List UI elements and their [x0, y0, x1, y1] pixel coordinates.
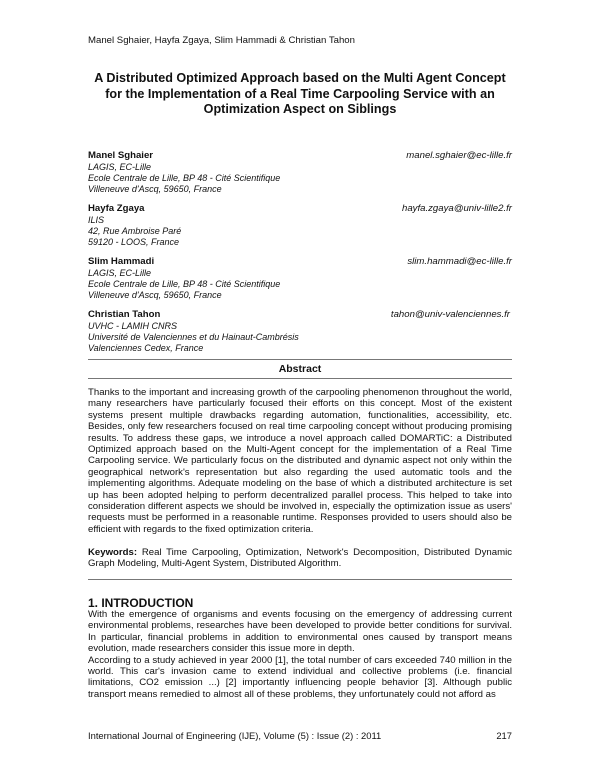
- author-city: Valenciennes Cedex, France: [88, 342, 204, 353]
- author-affiliation: UVHC - LAMIH CNRS: [88, 320, 178, 331]
- author-name: Christian Tahon: [88, 309, 161, 320]
- author-name: Manel Sghaier: [88, 150, 154, 161]
- keywords-text: Real Time Carpooling, Optimization, Network's Decomposition, Distributed Dynamic Graph Modeling, Multi-Agent System, Distributed Algorithm.: [88, 547, 512, 570]
- author-city: Villeneuve d'Ascq, 59650, France: [88, 289, 222, 300]
- paragraph: According to a study achieved in year 2000 [1], the total number of cars exceeded 740 million in the world. This car's invasion came to extend individual and collective problems (i.e. financial limitations, CO2 emission ...) [2] importantly influencing people behavior [3]. Although public transport means remedied to almost all of these problems, they unfortunately could not afford as: [88, 654, 512, 700]
- author-email[interactable]: hayfa.zgaya@univ-lille2.fr: [402, 203, 512, 214]
- footer-journal: International Journal of Engineering (IJE), Volume (5) : Issue (2) : 2011: [88, 730, 382, 741]
- author-block: [88, 309, 512, 354]
- running-head: Manel Sghaier, Hayfa Zgaya, Slim Hammadi & Christian Tahon: [88, 35, 355, 46]
- author-address: Ecole Centrale de Lille, BP 48 - Cité Scientifique: [88, 172, 281, 183]
- author-city: 59120 - LOOS, France: [88, 236, 180, 247]
- keywords: [88, 547, 512, 570]
- divider: [88, 378, 512, 379]
- page-number: 217: [496, 730, 512, 741]
- author-address: Université de Valenciennes et du Hainaut-Cambrésis: [88, 331, 299, 342]
- author-address: Ecole Centrale de Lille, BP 48 - Cité Scientifique: [88, 278, 281, 289]
- divider: [88, 579, 512, 580]
- divider: [88, 359, 512, 360]
- author-affiliation: LAGIS, EC-Lille: [88, 267, 152, 278]
- author-email[interactable]: tahon@univ-valenciennes.fr: [390, 309, 510, 320]
- abstract-text: Thanks to the important and increasing growth of the carpooling phenomenon throughout the world, many researchers have particularly focused their efforts on this concept. Most of the existent systems present multiple drawbacks regarding automation, functionalities, accessibility, etc. Besides, only few researchers focused on real time carpooling concept without producing promising results. To address these gaps, we introduce a novel approach called DOMARTiC: a Distributed Optimized approach based on the Multi-Agent concept for the implementation of a Real Time Carpooling service. We particularly focus on the distributed and dynamic aspect not only within the geographical network's representation but also regarding the used automatic tools and the implementing algorithms. Adequate modeling on the base of which a distributed architecture is set up has been adopted helping to perform decentralized parallel process. This helped to take into consideration different aspects we should be involved in, especially the optimization issue as users' requests must be performed in a reasonable runtime. Responses provided to users should also be efficient with regards to the fixed optimization criteria.: [88, 387, 512, 535]
- author-email[interactable]: slim.hammadi@ec-lille.fr: [407, 256, 512, 267]
- author-name: Slim Hammadi: [88, 256, 155, 267]
- author-name: Hayfa Zgaya: [88, 203, 145, 214]
- author-affiliation: ILIS: [88, 214, 105, 225]
- author-affiliation: LAGIS, EC-Lille: [88, 161, 152, 172]
- author-block: [88, 203, 512, 248]
- author-address: 42, Rue Ambroise Paré: [88, 225, 182, 236]
- author-block: [88, 150, 512, 195]
- introduction-text: [88, 609, 512, 700]
- abstract-heading: Abstract: [278, 363, 322, 375]
- paragraph: With the emergence of organisms and events focusing on the emergency of addressing current environmental problems, researches have been developed to provide better conditions for survival. In particular, financial problems in addition to environmental ones caused by transport means evolution, made researchers consider this issue more in depth.: [88, 609, 512, 655]
- author-email[interactable]: manel.sghaier@ec-lille.fr: [406, 150, 512, 161]
- author-city: Villeneuve d'Ascq, 59650, France: [88, 183, 222, 194]
- section-heading: 1. INTRODUCTION: [88, 596, 194, 610]
- keywords-label: Keywords:: [88, 547, 138, 558]
- paper-title: A Distributed Optimized Approach based on the Multi Agent Concept for the Implementation of a Real Time Carpooling Service with an Optimization Aspect on Siblings: [94, 71, 506, 116]
- author-block: [88, 256, 512, 301]
